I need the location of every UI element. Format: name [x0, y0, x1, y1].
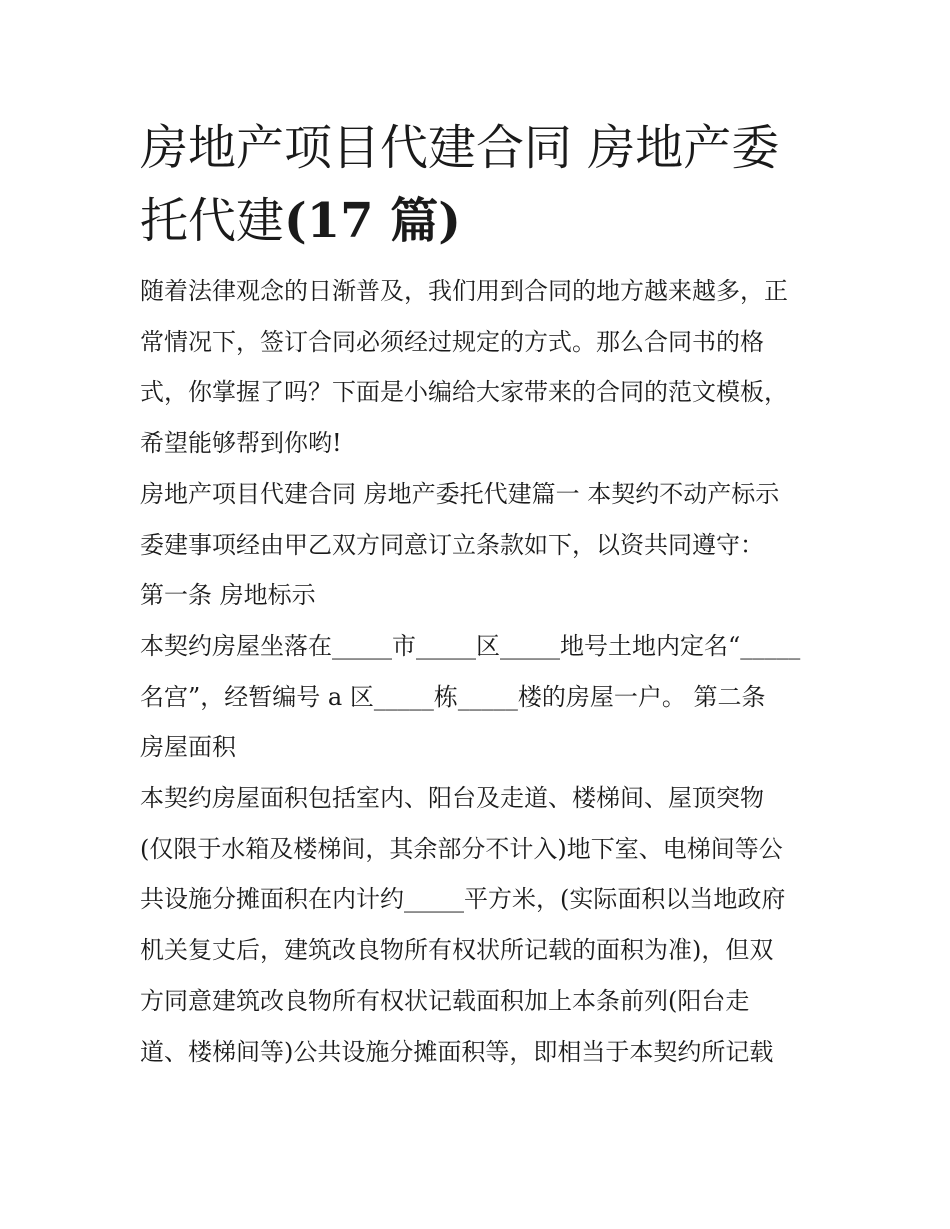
body-line: 道、楼梯间等)公共设施分摊面积等，即相当于本契约所记载	[140, 1037, 774, 1066]
body-line: 常情况下，签订合同必须经过规定的方式。那么合同书的格	[140, 327, 764, 356]
title-line-2-prefix: 托代建	[140, 193, 285, 249]
body-line: 机关复丈后，建筑改良物所有权状所记载的面积为准)，但双	[140, 936, 774, 965]
body-line: 名宫”，经暂编号 a 区_____栋_____楼的房屋一户。 第二条	[140, 682, 766, 711]
document-content	[140, 112, 820, 1077]
body-line: 共设施分摊面积在内计约_____平方米，(实际面积以当地政府	[140, 885, 786, 914]
body-line: 本契约房屋坐落在_____市_____区_____地号土地内定名“_____	[140, 631, 801, 660]
body-line: 随着法律观念的日渐普及，我们用到合同的地方越来越多，正	[140, 277, 788, 305]
body-line: 本契约房屋面积包括室内、阳台及走道、楼梯间、屋顶突物	[140, 784, 764, 813]
body-line: 房地产项目代建合同 房地产委托代建篇一 本契约不动产标示	[140, 479, 780, 508]
body-line: (仅限于水箱及楼梯间，其余部分不计入)地下室、电梯间等公	[140, 834, 783, 863]
body-line: 希望能够帮到你哟!	[140, 429, 342, 458]
document-title	[140, 112, 820, 258]
section-heading: 第一条 房地标示	[140, 581, 316, 610]
section-heading: 房屋面积	[140, 733, 236, 762]
body-line: 式，你掌握了吗？下面是小编给大家带来的合同的范文模板，	[140, 378, 788, 407]
body-line: 委建事项经由甲乙双方同意订立条款如下，以资共同遵守：	[140, 530, 764, 559]
title-line-1: 房地产项目代建合同 房地产委	[140, 120, 780, 176]
body-line: 方同意建筑改良物所有权状记载面积加上本条前列(阳台走	[140, 986, 750, 1015]
title-line-2-count: (17 篇)	[284, 193, 461, 249]
document-body	[140, 266, 820, 1077]
